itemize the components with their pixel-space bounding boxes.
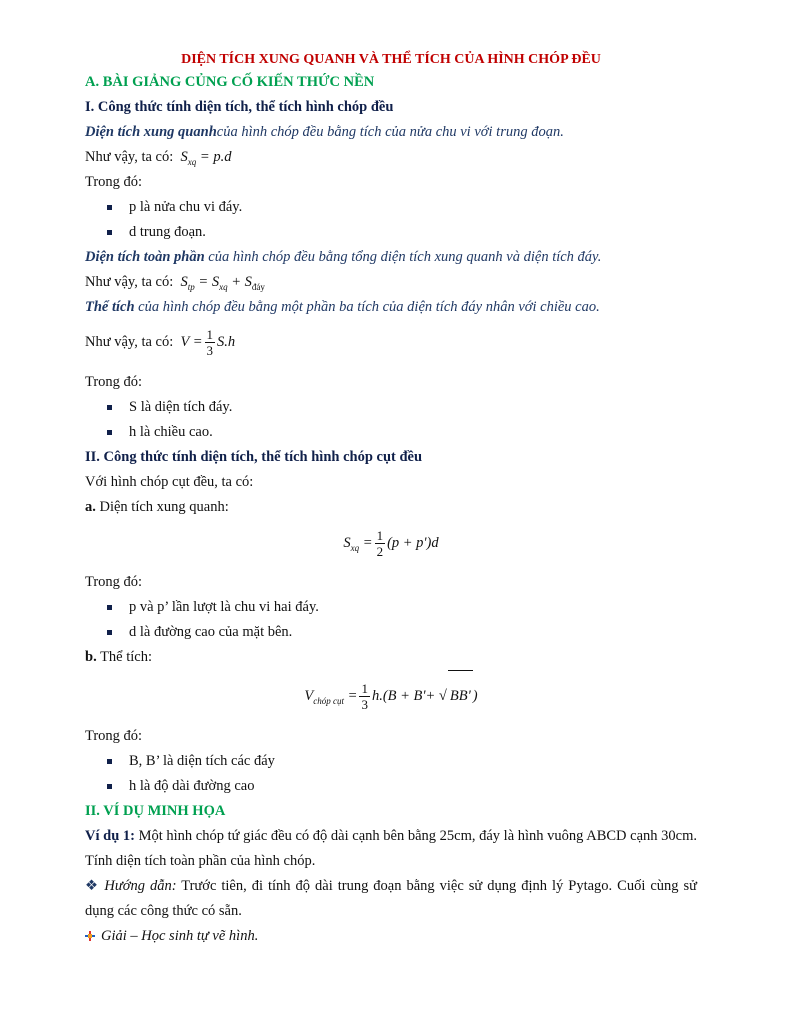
frustum-intro: Với hình chóp cụt đều, ta có: bbox=[85, 474, 254, 490]
list-item: h là độ dài đường cao bbox=[85, 774, 697, 799]
solution-line: Giải – Học sinh tự vẽ hình. bbox=[85, 924, 697, 949]
where-label: Trong đó: bbox=[85, 174, 143, 190]
formula-volume: V = $\frac{1}{3}$ S.h bbox=[180, 327, 236, 359]
item-b: b. Thể tích: bbox=[85, 649, 153, 665]
list-item: d trung đoạn. bbox=[85, 220, 697, 245]
four-point-star-icon bbox=[85, 931, 95, 941]
list-item: d là đường cao của mặt bên. bbox=[85, 620, 697, 645]
section-b-heading: II. VÍ DỤ MINH HỌA bbox=[85, 803, 226, 819]
item-a: a. Diện tích xung quanh: bbox=[85, 499, 229, 515]
lateral-area-formula-line: Như vậy, ta có: $S_{xq} = p.d$ bbox=[85, 149, 232, 167]
formula-sxq: $S_{xq} = p.d$ bbox=[180, 149, 232, 167]
formula-stp: $S_{tp} = S_{xq} + S_{đáy}$ bbox=[180, 274, 265, 292]
list-item: p và p’ lần lượt là chu vi hai đáy. bbox=[85, 595, 697, 620]
document-page bbox=[85, 50, 697, 949]
where-label: Trong đó: bbox=[85, 574, 143, 590]
lateral-area-definition: Diện tích xung quanhcủa hình chóp đều bằng tích của nửa chu vi với trung đoạn. bbox=[85, 124, 564, 140]
volume-formula-line: Như vậy, ta có: V = $\frac{1}{3}$ S.h bbox=[85, 327, 236, 359]
list-item: B, B’ là diện tích các đáy bbox=[85, 749, 697, 774]
diamond-bullet-icon: ❖ bbox=[85, 878, 100, 894]
total-area-definition: Diện tích toàn phần của hình chóp đều bằng tổng diện tích xung quanh và diện tích đáy. bbox=[85, 249, 602, 265]
page-title: DIỆN TÍCH XUNG QUANH VÀ THỂ TÍCH CỦA HÌNH CHÓP ĐỀU bbox=[181, 52, 601, 67]
list-item: h là chiều cao. bbox=[85, 420, 697, 445]
example-1: Ví dụ 1: Một hình chóp tứ giác đều có độ dài cạnh bên bằng 25cm, đáy là hình vuông ABCD cạnh 30cm. Tính diện tích toàn phần của hình chóp. bbox=[85, 828, 697, 869]
frustum-volume-formula: $V_{chóp cụt}$ = $\frac{1}{3}$ h.(B + B'+ √ BB' ) bbox=[85, 670, 697, 720]
total-area-formula-line: Như vậy, ta có: $S_{tp} = S_{xq} + S_{đáy}$ bbox=[85, 274, 265, 292]
list-item: S là diện tích đáy. bbox=[85, 395, 697, 420]
where-label: Trong đó: bbox=[85, 728, 143, 744]
example-1-guide: ❖ Hướng dẫn: Trước tiên, đi tính độ dài trung đoạn bằng việc sử dụng định lý Pytago. Cuối cùng sử dụng các công thức có sẵn. bbox=[85, 878, 697, 919]
frustum-area-formula: $S_{xq}$ = $\frac{1}{2}$ (p + p')d bbox=[343, 528, 439, 560]
subsection-1-heading: I. Công thức tính diện tích, thể tích hình chóp đều bbox=[85, 99, 394, 115]
section-a-heading: A. BÀI GIẢNG CỦNG CỐ KIẾN THỨC NỀN bbox=[85, 74, 375, 90]
list-item: p là nửa chu vi đáy. bbox=[85, 195, 697, 220]
subsection-2-heading: II. Công thức tính diện tích, thể tích hình chóp cụt đều bbox=[85, 449, 423, 465]
where-label: Trong đó: bbox=[85, 374, 143, 390]
volume-definition: Thể tích của hình chóp đều bằng một phần ba tích của diện tích đáy nhân với chiều cao. bbox=[85, 299, 600, 315]
